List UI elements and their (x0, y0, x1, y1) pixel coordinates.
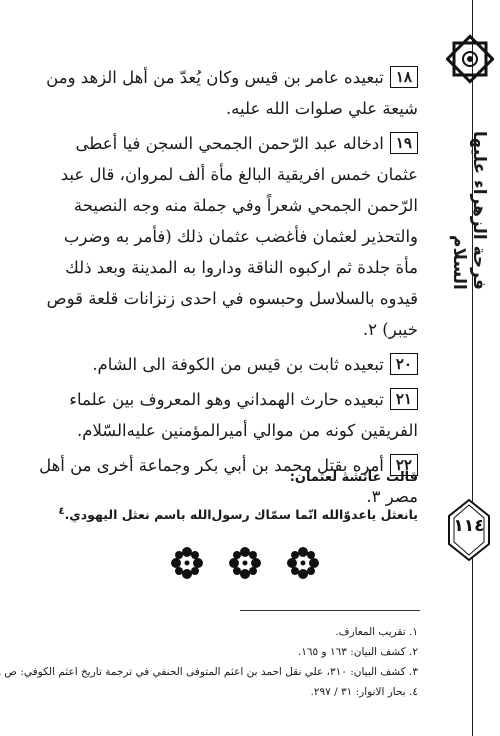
item-number: ٢٢ (390, 454, 418, 476)
footnote-ref: ٤ (58, 506, 65, 517)
item-number: ٢٠ (390, 353, 418, 375)
footnote: ٢. كشف البيان: ١٦٣ و ١٦٥. (297, 646, 418, 658)
item-text: ادخاله عبد الرّحمن الجمحي السجن فيا أعطى عثمان خمس افريقية البالغ مأة ألف لمروان، قال عبد الرّحمن الجمحي شعراً وفي جملة منه وجه النصيحة والتحذير لعثمان فأغضب عثمان ذلك (فأمر به وضرب مأة جلدة ثم اركبوه الناقة وداروا به المدينة وبعد ذلك قيدوه بالسلاسل وحبسوه في احدى زنزانات قلعة قوص خيبر) ٢. (46, 134, 418, 339)
list-item (38, 349, 418, 380)
item-number: ٢١ (390, 388, 418, 410)
item-number: ١٩ (390, 132, 418, 154)
item-text: تبعيده عامر بن قيس وكان يُعدّ من أهل الزهد ومن شيعة علي صلوات الله عليه. (46, 68, 418, 118)
star-ornament-icon (446, 33, 494, 89)
side-ribbon (440, 0, 500, 736)
section-ornaments (170, 546, 320, 586)
footnote-divider (240, 610, 420, 611)
item-text: تبعيده ثابت بن قيس من الكوفة الى الشام. (92, 355, 384, 374)
item-text: أمره بقتل محمد بن أبي بكر وجماعة أخرى من أهل مصر ٣. (39, 456, 418, 506)
flower-ornament-icon (228, 546, 262, 580)
flower-ornament-icon (286, 546, 320, 580)
item-number: ١٨ (390, 66, 418, 88)
item-text: تبعيده حارث الهمداني وهو المعروف بين علماء الفريقين كونه من موالي أميرالمؤمنين عليه‌السّلام. (69, 390, 418, 440)
footnote: ١. تقريب المعارف. (335, 626, 418, 638)
footnote: ٣. كشف البيان: ٣١٠، علي نقل احمد بن اعثم المتوفى الحنفي في ترجمة تاريخ اعثم الكوفي: ص (4, 666, 418, 678)
flower-ornament-icon (170, 546, 204, 580)
book-title: فرحة الزهراء عليها السلام (449, 131, 489, 290)
main-text (38, 62, 418, 516)
list-item (38, 62, 418, 124)
quote-heading: قالت عائشة لعثمان: (289, 470, 418, 485)
footnotes (4, 622, 418, 702)
footnote: ٤. بحار الانوار: ٣١ / ٢٩٧. (310, 686, 418, 698)
page-number: ١١٤ (453, 516, 485, 536)
quote-body (38, 506, 418, 522)
quote-text: يانعثل ياعدوّالله انّما سمّاك رسول‌الله باسم نعثل اليهودي. (64, 507, 418, 523)
list-item (38, 128, 418, 345)
list-item (38, 384, 418, 446)
